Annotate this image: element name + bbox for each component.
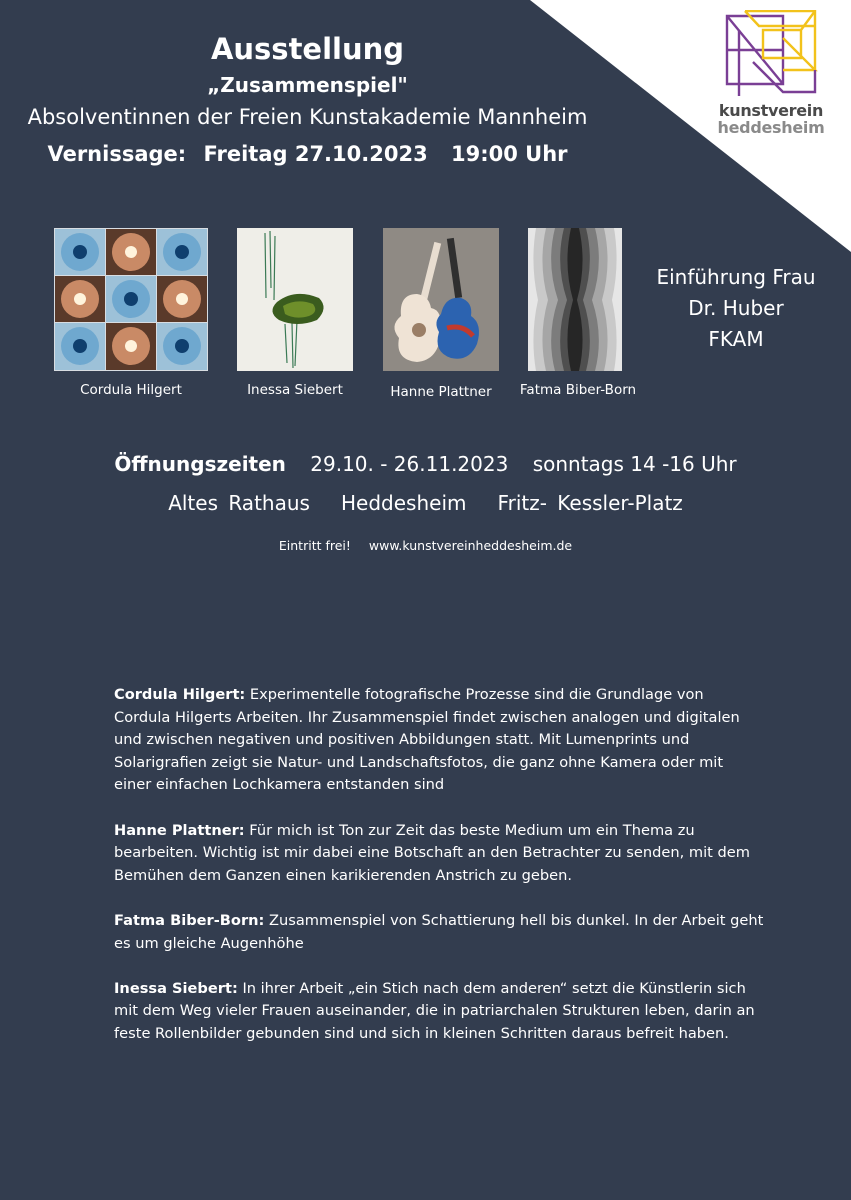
artwork-image-plattner xyxy=(383,228,499,371)
intro-line-1: Einführung Frau xyxy=(656,265,816,289)
logo-line-2: heddesheim xyxy=(717,118,825,137)
vernissage-time: 19:00 Uhr xyxy=(451,142,568,166)
website-link[interactable]: www.kunstvereinheddesheim.de xyxy=(368,538,573,553)
artwork-image-hilgert xyxy=(54,228,208,371)
description-name: Cordula Hilgert: xyxy=(114,686,246,703)
opening-days: sonntags 14 -16 Uhr xyxy=(532,452,737,476)
description-siebert xyxy=(114,978,764,1046)
description-name: Hanne Plattner: xyxy=(114,821,245,839)
opening-label: Öffnungszeiten xyxy=(114,452,286,476)
description-name: Inessa Siebert: xyxy=(114,979,238,997)
intro-line-3: FKAM xyxy=(708,327,764,351)
kunstverein-logo[interactable] xyxy=(716,10,826,136)
opening-hours xyxy=(0,448,851,480)
description-biber-born xyxy=(114,910,764,955)
artwork-caption-3: Hanne Plattner xyxy=(390,384,492,400)
exhibition-title: Ausstellung xyxy=(210,32,405,66)
description-hilgert xyxy=(114,684,764,797)
description-text: In ihrer Arbeit „ein Stich nach dem anderen“ setzt die Künstlerin sich mit dem Weg vieler Frauen auseinander, die in patriarchalen Strukturen leben, darin an feste Rollenbilder gebunden sind und sich in kleinen Schritten daraus befreit haben. xyxy=(114,979,755,1042)
artwork-caption-1: Cordula Hilgert xyxy=(80,382,182,398)
description-plattner xyxy=(114,820,764,888)
description-name: Fatma Biber-Born: xyxy=(114,911,265,929)
artist-descriptions xyxy=(114,684,764,1068)
introduction-block xyxy=(636,262,836,355)
location-line: Altes Rathaus Heddesheim Fritz- Kessler-Platz xyxy=(168,491,683,515)
description-text: Experimentelle fotografische Prozesse sind die Grundlage von Cordula Hilgerts Arbeiten. Ihr Zusammenspiel findet zwischen analogen und digitalen und zwischen negativen und positiven Abbildungen statt. Mit Lumenprints und Solarigrafien zeigt sie Natur- und Landschaftsfotos, die ganz ohne Kamera oder mit einer einfachen Lochkamera entstanden sind xyxy=(114,686,740,794)
logo-cube-icon xyxy=(723,10,819,96)
entry-free: Eintritt frei! xyxy=(278,538,351,553)
logo-line-1: kunstverein xyxy=(718,101,824,120)
school-line: Absolventinnen der Freien Kunstakademie Mannheim xyxy=(27,105,588,129)
vernissage-line xyxy=(0,134,615,174)
entry-line xyxy=(0,536,851,556)
artwork-caption-2: Inessa Siebert xyxy=(247,382,343,398)
description-text: Für mich ist Ton zur Zeit das beste Medium um ein Thema zu bearbeiten. Wichtig ist mir dabei eine Botschaft an den Betrachter zu senden, mit dem Bemühen dem Ganzen einen karikierenden Anstrich zu geben. xyxy=(114,821,750,884)
artwork-image-siebert xyxy=(237,228,353,371)
artwork-caption-4: Fatma Biber-Born xyxy=(519,382,637,398)
vernissage-date: Freitag 27.10.2023 xyxy=(203,142,428,166)
artwork-image-biber-born xyxy=(528,228,622,371)
exhibition-subtitle: „Zusammenspiel" xyxy=(207,73,408,97)
intro-line-2: Dr. Huber xyxy=(688,296,784,320)
description-text: Zusammenspiel von Schattierung hell bis dunkel. In der Arbeit geht es um gleiche Augenhöhe xyxy=(114,911,764,952)
exhibition-header xyxy=(0,28,615,174)
vernissage-label: Vernissage: xyxy=(47,142,187,166)
opening-dates: 29.10. - 26.11.2023 xyxy=(310,452,509,476)
